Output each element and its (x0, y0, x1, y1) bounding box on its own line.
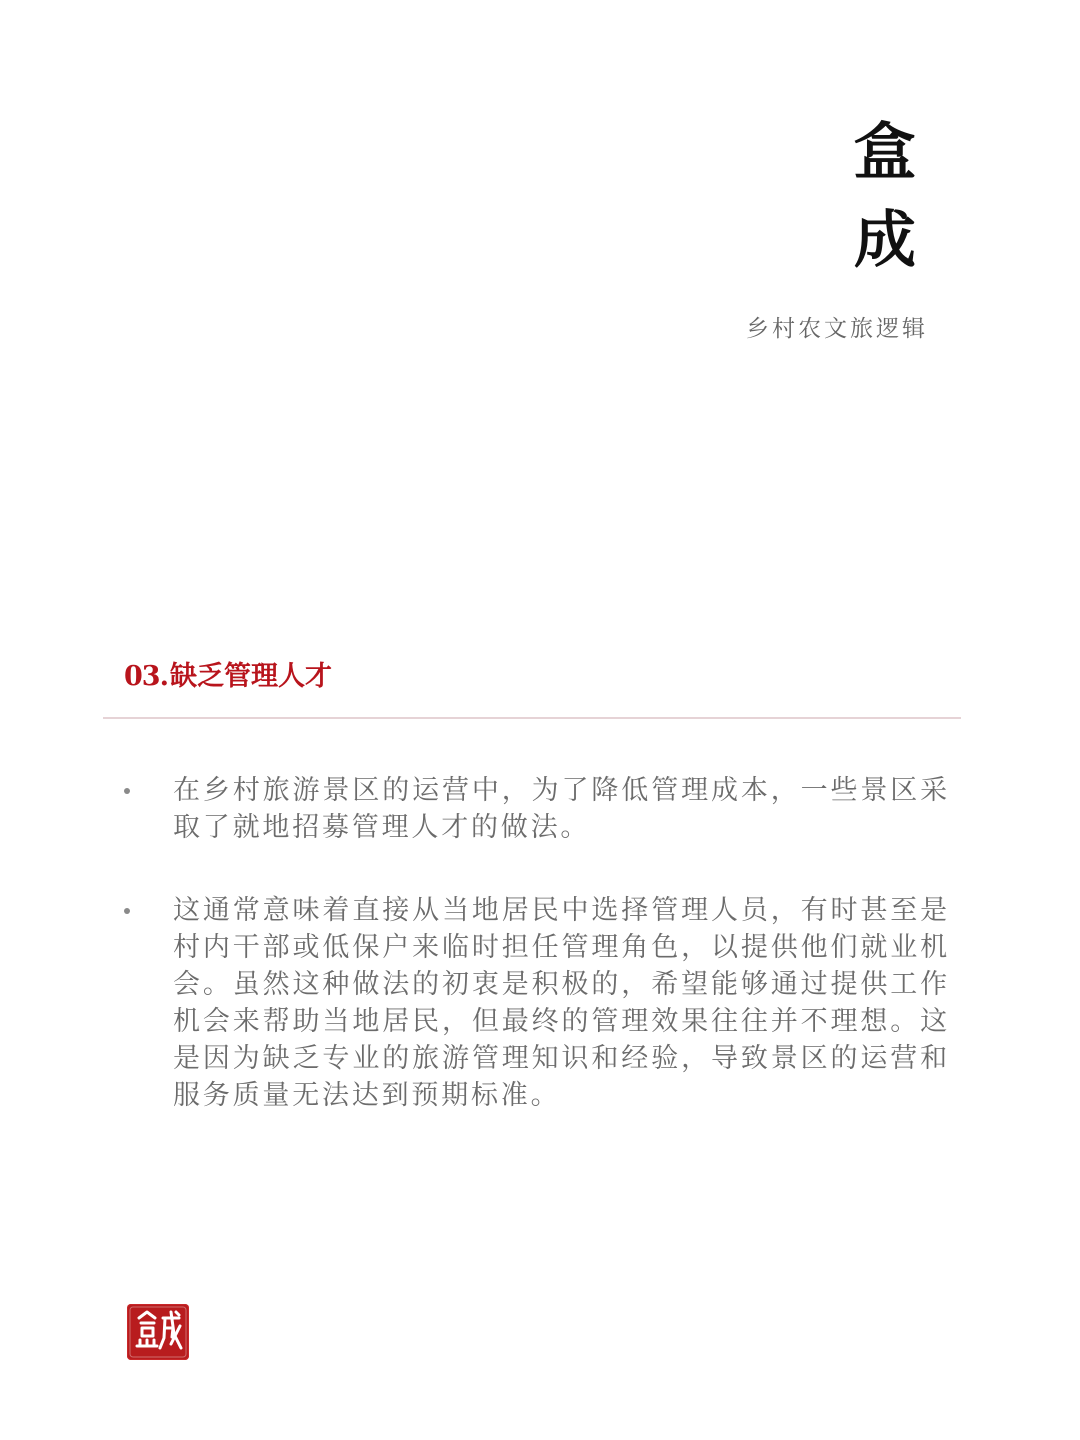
brand-title (835, 108, 935, 284)
bullet-dot-icon (124, 908, 130, 914)
section-heading (124, 654, 332, 693)
subtitle: 乡村农文旅逻辑 (746, 316, 928, 342)
bullet-text-1: 在乡村旅游景区的运营中，为了降低管理成本，一些景区采取了就地招募管理人才的做法。 (173, 775, 950, 843)
bullet-item-2 (120, 892, 950, 1114)
bullet-dot-icon (124, 788, 130, 794)
bullet-item-1 (120, 772, 950, 846)
divider (103, 717, 961, 719)
seal-glyph (127, 1304, 189, 1360)
brand-char-1: 盒 (853, 115, 916, 188)
section-title: 缺乏管理人才 (169, 661, 332, 692)
bullet-text-2: 这通常意味着直接从当地居民中选择管理人员，有时甚至是村内干部或低保户来临时担任管理角色，以提供他们就业机会。虽然这种做法的初衷是积极的，希望能够通过提供工作机会来帮助当地居民，但最终的管理效果往往并不理想。这是因为缺乏专业的旅游管理知识和经验，导致景区的运营和服务质量无法达到预期标准。 (173, 895, 950, 1111)
seal-stamp-icon (127, 1304, 189, 1360)
brand-char-2: 成 (853, 203, 916, 276)
section-number: 03. (124, 661, 168, 692)
bullet-list (120, 772, 950, 1160)
